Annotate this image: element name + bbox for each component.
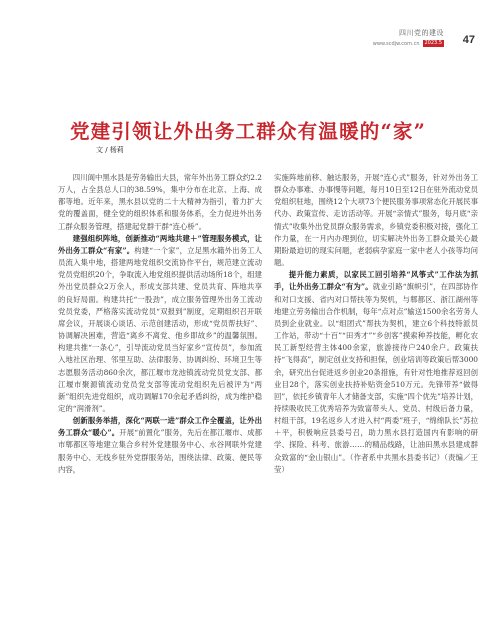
paragraph: 四川阆中黑水县是劳务输出大县，常年外出务工群众约2.2万人，占全县总人口的38.59%，集中分布在北京、上海、成都等地。近年来，黑水县以党的二十大精神为指引，着力扩大党的覆盖面，健全党的组织体系和服务体系，全力促进外出务工群众服务管理，搭建起党群干群“连心桥”。 — [58, 173, 262, 231]
section-lead: 创新服务举措，深化“两联一进”群众工作全覆盖，让外出务工群众“暖心”。 — [58, 416, 262, 438]
right-column — [274, 172, 478, 476]
paragraph: 创新服务举措，深化“两联一进”群众工作全覆盖，让外出务工群众“暖心”。开展“前置化”服务，先后在都江堰市、成都市郫都区等地建立集合乡村外党建服务中心、水谷网联外党建服务中心、无线乡驻外党群服务站，围绕法律、政策、便民等内容， — [58, 416, 262, 474]
byline: 文 / 杨莉 — [96, 146, 124, 154]
issue-badge: 2023.5 — [424, 40, 442, 46]
paragraph: 建强组织阵地，创新推动“两地共建＋”管理服务模式，让外出务工群众“有家”。构建“一个家”，立足黑水籍外出务工人员流入集中地，搭建两地党组织交流协作平台，规范建立流动党员党组织20个，争取流入地党组织提供活动场所18个，组建外出党员群众2万余人，形成支部共建、党员共育、阵地共享的良好局面。构建共托“一股劲”，成立服务管理外出务工流动党员党委，严格落实流动党员“双报到”制度，定期组织召开联席会议，开展谈心谈话、示范创建活动，形成“党员帮扶好”、协调解决困难，营造“离乡不离党、他乡即故乡”的温馨氛围。构建共推“一条心”，引导流动党员当好家乡“宣传员”，参加流入地社区治理、邻里互助、法律服务、协调纠纷、环境卫生等志愿服务活动860余次，都江堰市龙池镇流动党员党支部、都江堰市聚源镇流动党员党支部等流动党组织先后被评为“两新”组织先进党组织，成功调解170余起矛盾纠纷，成为维护稳定的“润滑剂”。 — [58, 233, 262, 413]
page-number: 47 — [462, 34, 475, 46]
magazine-url-row — [373, 40, 444, 47]
paragraph: 提升能力素质，以家民工回引培养“风筝式”工作法为抓手，让外出务工群众“有为”。就业引路“旗帜引”，在四部协作和对口支援、省内对口帮扶等为契机，与郫都区、浙江湖州等地建立劳务输出合作机制，每年“点对点”输送1500余名劳务人员到企业就业。以“组团式”帮扶为契机，建立6个科技特派员工作站，带动“十百”“田秀才”“乡创客”摸索种养技能，孵化农民工新型经营主体400余家，旅游接待户240余户。政策扶持“飞得高”，制定创业支持和担保，创业培训等政策后帮3000余，研究出台促进返乡创业20条措施，有针对性地推荐返回创业目28个，落实创业扶持补贴资金510万元。先锋带养“做得回”，依托乡镇青年人才储备支部，实施“四个优先”培养计划，持续吸收民工优秀培养为致富带头人、党员、村级后备力量，村组干部，19名返乡人才进入村“两委”班子，“绵绵队长”苏拉＋平，积极响应县委号召，助力黑水县打造国内有影响的研学、探险、科考、旅游……的精品线路，让油田黑水县建成群众致富的“金山银山”。（作者系中共黑水县委书记）（责编／王莹） — [274, 270, 478, 474]
paragraph: 实施阵地前移、触达服务，开展“连心式”服务，针对外出务工群众办事难、办事慢等问题，每月10日至12日在驻外流动党员党组织驻地，围绕12个大项73个便民服务事项常态化开展民事代办、政策宣传、走访活动等。开展“亲情式”服务，每月底“亲情式”收集外出党员群众服务需求，乡镇党委积极对接，强化工作力量，在一月内办理到位，切实解决外出务工群众最关心最期盼最迫切的现实问题，老弱病孕家庭一家中老人小孩等均问题。 — [274, 173, 478, 268]
section-lead: 提升能力素质，以家民工回引培养“风筝式”工作法为抓手，让外出务工群众“有为”。 — [274, 270, 478, 292]
magazine-url: www.scdjw.com.cn — [372, 40, 420, 47]
magazine-name: 四川党的建设 — [399, 29, 444, 37]
section-lead: 建强组织阵地，创新推动“两地共建＋”管理服务模式，让外出务工群众“有家”。 — [58, 233, 262, 255]
article-title: 党建引领让外出务工群众有温暖的“家” — [69, 120, 427, 143]
left-column — [58, 172, 262, 476]
